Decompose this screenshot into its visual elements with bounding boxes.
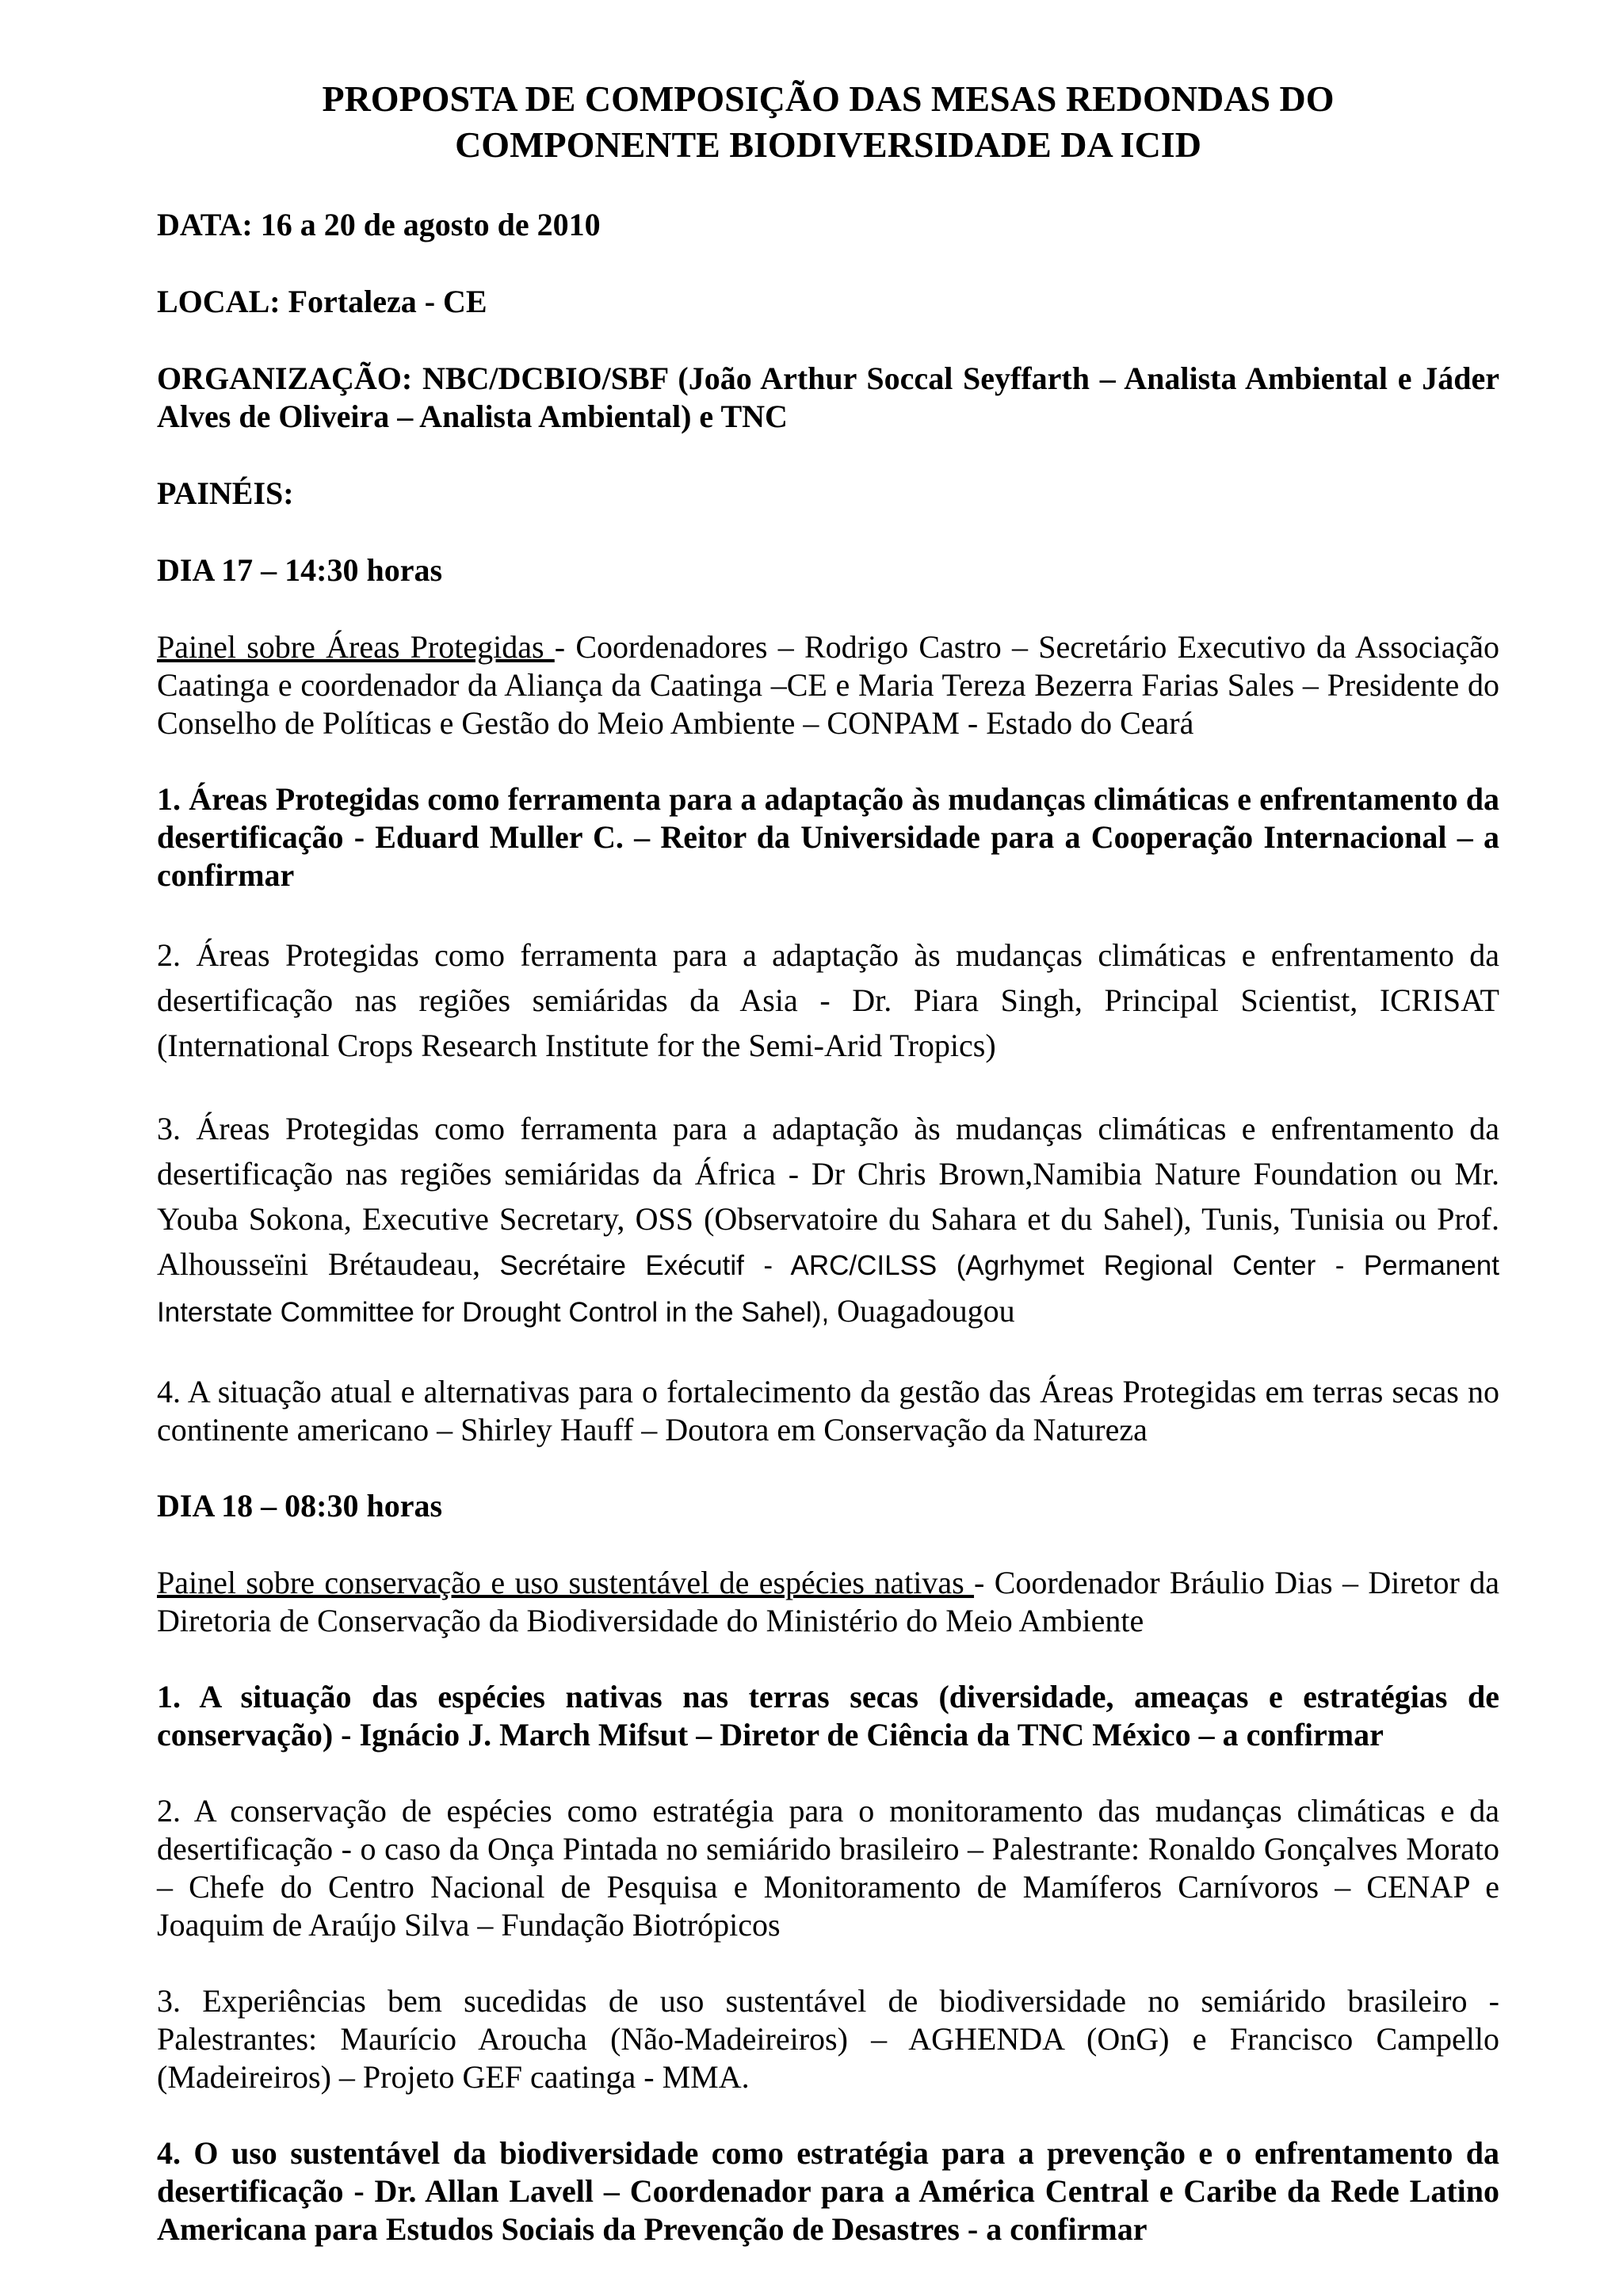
day-17-heading: DIA 17 – 14:30 horas [157, 552, 443, 588]
document-title [157, 76, 1499, 168]
day-17-item-3-serif: 3. Áreas Protegidas como ferramenta para a adaptação às mudanças climáticas e enfrentamento da desertificação nas regiões semiáridas da África - Dr Chris Brown,Namibia Nature Foundation ou Mr. Youba Sokona, Executive Secretary, OSS (Observatoire du Sahara et du Sahel), Tunis, Tunisia ou Prof. Alhousseïni Brétaudeau, [157, 1111, 1499, 1282]
day-18-panel-description [157, 1564, 1499, 1640]
day-17-item-1: 1. Áreas Protegidas como ferramenta para a adaptação às mudanças climáticas e enfrentamento da desertificação - Eduard Muller C. – Reitor da Universidade para a Cooperação Internacional – a confirmar [157, 781, 1499, 893]
day-18-item-1: 1. A situação das espécies nativas nas terras secas (diversidade, ameaças e estratégias de conservação) - Ignácio J. March Mifsut – Diretor de Ciência da TNC México – a confirmar [157, 1679, 1499, 1753]
event-date: DATA: 16 a 20 de agosto de 2010 [157, 207, 601, 242]
day-17-item-3-sans: Secrétaire Exécutif - ARC/CILSS (Agrhymet Regional Center - Permanent Interstate Committee for Drought Control in the Sahel), [157, 1250, 1499, 1328]
day-17-item-3 [157, 1106, 1499, 1335]
day-17-panel-title: Painel sobre Áreas Protegidas [157, 629, 555, 665]
day-17-item-4: 4. A situação atual e alternativas para o fortalecimento da gestão das Áreas Protegidas em terras secas no continente americano – Shirley Hauff – Doutora em Conservação da Natureza [157, 1374, 1499, 1447]
day-18-item-2: 2. A conservação de espécies como estratégia para o monitoramento das mudanças climáticas e da desertificação - o caso da Onça Pintada no semiárido brasileiro – Palestrante: Ronaldo Gonçalves Morato – Chefe do Centro Nacional de Pesquisa e Monitoramento de Mamíferos Carnívoros – CENAP e Joaquim de Araújo Silva – Fundação Biotrópicos [157, 1793, 1499, 1943]
document-page [157, 76, 1499, 2286]
title-line-1: PROPOSTA DE COMPOSIÇÃO DAS MESAS REDONDAS DO [322, 78, 1335, 119]
event-organization: ORGANIZAÇÃO: NBC/DCBIO/SBF (João Arthur Soccal Seyffarth – Analista Ambiental e Jáder Alves de Oliveira – Analista Ambiental) e TNC [157, 360, 1499, 434]
event-location: LOCAL: Fortaleza - CE [157, 284, 487, 319]
day-17-panel-text: - Coordenadores – Rodrigo Castro – Secretário Executivo da Associação Caatinga e coordenador da Aliança da Caatinga –CE e Maria Tereza Bezerra Farias Sales – Presidente do Conselho de Políticas e Gestão do Meio Ambiente – CONPAM - Estado do Ceará [157, 629, 1499, 741]
day-18-item-4: 4. O uso sustentável da biodiversidade como estratégia para a prevenção e o enfrentamento da desertificação - Dr. Allan Lavell – Coordenador para a América Central e Caribe da Rede Latino Americana para Estudos Sociais da Prevenção de Desastres - a confirmar [157, 2135, 1499, 2247]
day-17-panel-description [157, 628, 1499, 742]
panels-label: PAINÉIS: [157, 475, 294, 511]
day-18-panel-text: - Coordenador Bráulio Dias – Diretor da Diretoria de Conservação da Biodiversidade do Ministério do Meio Ambiente [157, 1565, 1499, 1638]
title-line-2: COMPONENTE BIODIVERSIDADE DA ICID [455, 124, 1201, 165]
day-17-item-2: 2. Áreas Protegidas como ferramenta para a adaptação às mudanças climáticas e enfrentamento da desertificação nas regiões semiáridas da Asia - Dr. Piara Singh, Principal Scientist, ICRISAT (International Crops Research Institute for the Semi-Arid Tropics) [157, 937, 1499, 1063]
day-18-item-3: 3. Experiências bem sucedidas de uso sustentável de biodiversidade no semiárido brasileiro - Palestrantes: Maurício Aroucha (Não-Madeireiros) – AGHENDA (OnG) e Francisco Campello (Madeireiros) – Projeto GEF caatinga - MMA. [157, 1983, 1499, 2095]
day-17-item-3-end: Ouagadougou [829, 1293, 1015, 1329]
day-18-panel-title: Painel sobre conservação e uso sustentável de espécies nativas [157, 1565, 975, 1600]
day-18-heading: DIA 18 – 08:30 horas [157, 1488, 443, 1524]
